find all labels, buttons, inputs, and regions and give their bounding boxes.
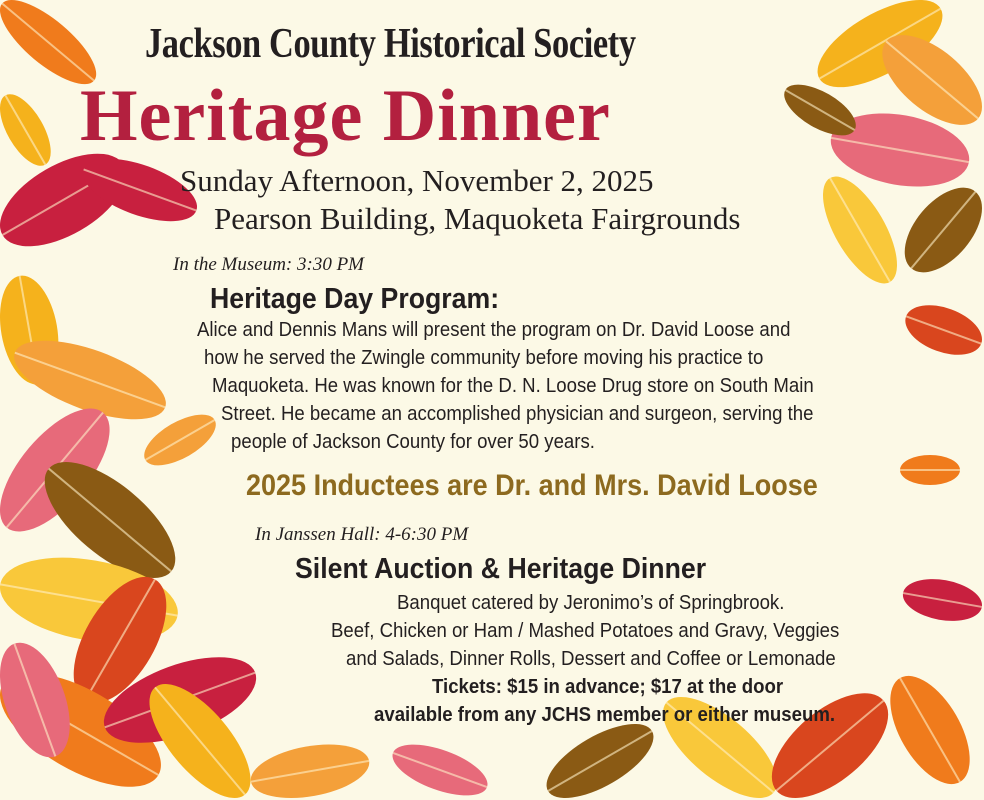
ticket-prices: Tickets: $15 in advance; $17 at the door (432, 676, 784, 698)
dinner-line: Beef, Chicken or Ham / Mashed Potatoes and Gravy, Veggies (331, 620, 840, 642)
program-heading: Heritage Day Program: (210, 283, 500, 315)
leaf-decoration (0, 86, 61, 173)
event-date: Sunday Afternoon, November 2, 2025 (180, 163, 654, 198)
program-line: Street. He became an accomplished physician and surgeon, serving the (221, 403, 814, 425)
leaf-decoration (386, 734, 494, 800)
dinner-location-time: In Janssen Hall: 4-6:30 PM (255, 524, 469, 545)
program-line: people of Jackson County for over 50 years. (231, 431, 595, 453)
dinner-line: and Salads, Dinner Rolls, Dessert and Coffee or Lemonade (346, 648, 836, 670)
leaf-decoration (247, 736, 374, 800)
ticket-availability: available from any JCHS member or either museum. (374, 704, 836, 726)
dinner-line: Banquet catered by Jeronimo’s of Springbrook. (397, 592, 785, 614)
dinner-heading: Silent Auction & Heritage Dinner (295, 553, 707, 585)
program-line: Alice and Dennis Mans will present the program on Dr. David Loose and (197, 319, 791, 341)
leaf-decoration (890, 174, 984, 287)
event-title: Heritage Dinner (80, 75, 611, 157)
program-line: how he served the Zwingle community before moving his practice to (204, 347, 764, 369)
event-venue: Pearson Building, Maquoketa Fairgrounds (214, 201, 741, 236)
organization-name: Jackson County Historical Society (145, 21, 636, 67)
inductees-announcement: 2025 Inductees are Dr. and Mrs. David Loose (246, 469, 818, 502)
program-location-time: In the Museum: 3:30 PM (173, 254, 365, 275)
program-line: Maquoketa. He was known for the D. N. Loose Drug store on South Main (212, 375, 814, 397)
